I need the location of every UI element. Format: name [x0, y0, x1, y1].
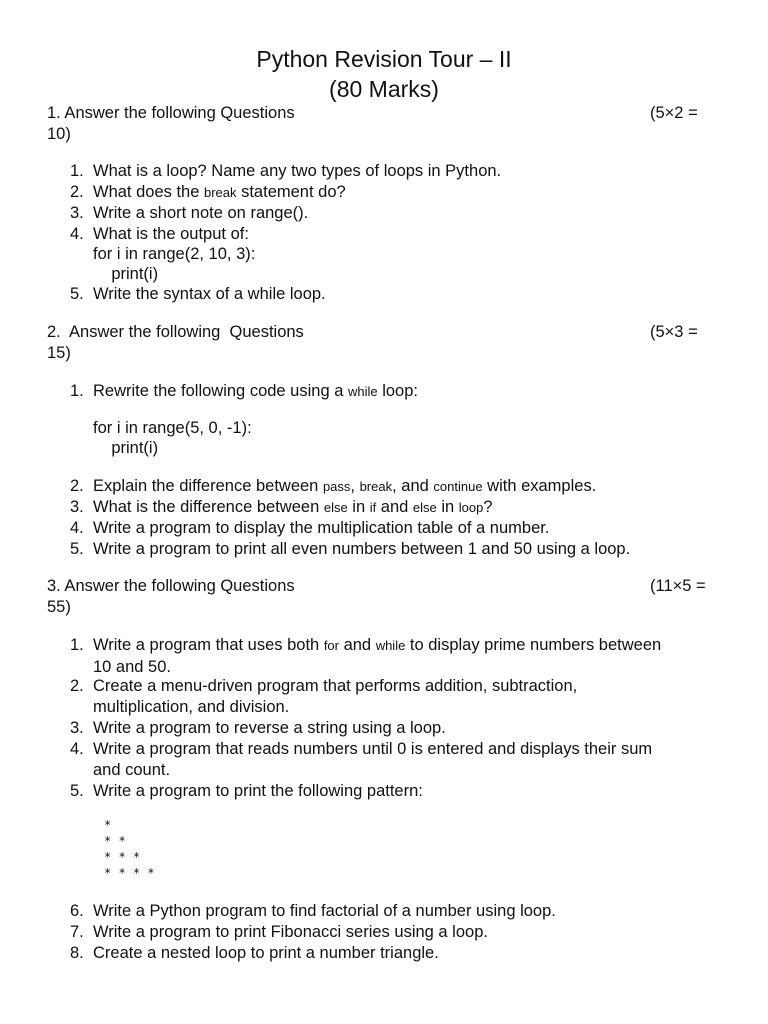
code-keyword: continue [433, 479, 483, 494]
question-text: Write a program that uses both for and while to display prime numbers between 10 and 50. [93, 636, 662, 676]
code-keyword: loop [458, 500, 484, 515]
question-number: 3. [70, 719, 84, 737]
section-heading-label: 3. Answer the following Questions [47, 577, 295, 595]
question-text: What is a loop? Name any two types of loops in Python. [93, 162, 502, 180]
question-text: Write a program to display the multiplication table of a number. [93, 519, 550, 537]
section-heading-label: 2. Answer the following Questions [47, 323, 304, 341]
document-subtitle: (80 Marks) [329, 76, 439, 102]
question-text: Write a program that reads numbers until 0 is entered and displays their sum and count. [93, 740, 653, 779]
question-number: 1. [70, 162, 84, 180]
question-text: Explain the difference between pass, break, and continue with examples. [93, 477, 597, 495]
code-keyword: for [323, 638, 339, 653]
section-marks-cont: 55) [47, 598, 71, 616]
question-text: Write the syntax of a while loop. [93, 285, 326, 303]
document-title: Python Revision Tour – II [256, 46, 512, 72]
question-text: Create a menu-driven program that performs addition, subtraction, multiplication, and division. [93, 677, 578, 716]
section-marks-cont: 15) [47, 344, 71, 362]
question-number: 5. [70, 782, 84, 800]
question-text: Write a Python program to find factorial of a number using loop. [93, 902, 556, 920]
question-number: 5. [70, 540, 84, 558]
question-text: What is the difference between else in if and else in loop? [93, 498, 493, 516]
question-text: Create a nested loop to print a number triangle. [93, 944, 439, 962]
code-keyword: if [369, 500, 377, 515]
section-heading-label: 1. Answer the following Questions [47, 104, 295, 122]
section-marks: (5×2 = [650, 104, 698, 122]
question-text: What is the output of: [93, 225, 249, 243]
question-text: Write a program to print the following pattern: [93, 782, 423, 800]
code-keyword: pass [322, 479, 351, 494]
code-keyword: while [347, 384, 378, 399]
question-number: 4. [70, 740, 84, 758]
pattern-row: * [104, 818, 112, 832]
question-number: 2. [70, 183, 84, 201]
question-text: Write a short note on range(). [93, 204, 309, 222]
section-marks: (11×5 = [650, 577, 706, 595]
question-number: 2. [70, 677, 84, 695]
question-text: Write a program to reverse a string using a loop. [93, 719, 446, 737]
question-number: 5. [70, 285, 84, 303]
question-number: 4. [70, 519, 84, 537]
code-line: for i in range(5, 0, -1): [93, 419, 252, 437]
code-keyword: while [375, 638, 406, 653]
code-line: for i in range(2, 10, 3): [93, 245, 256, 263]
code-line: print(i) [93, 265, 159, 283]
code-keyword: break [203, 185, 237, 200]
question-number: 4. [70, 225, 84, 243]
section-marks: (5×3 = [650, 323, 698, 341]
code-keyword: else [323, 500, 348, 515]
pattern-row: * * [104, 834, 126, 848]
question-number: 1. [70, 382, 84, 400]
question-number: 6. [70, 902, 84, 920]
code-keyword: break [359, 479, 393, 494]
question-text: Write a program to print Fibonacci series using a loop. [93, 923, 488, 941]
code-keyword: else [412, 500, 437, 515]
question-text: Write a program to print all even numbers between 1 and 50 using a loop. [93, 540, 631, 558]
question-number: 1. [70, 636, 84, 654]
section-marks-cont: 10) [47, 125, 71, 143]
question-number: 3. [70, 204, 84, 222]
code-line: print(i) [93, 439, 159, 457]
question-number: 3. [70, 498, 84, 516]
pattern-row: * * * * [104, 866, 155, 880]
pattern-row: * * * [104, 850, 141, 864]
question-number: 2. [70, 477, 84, 495]
question-text: What does the break statement do? [93, 183, 346, 201]
question-number: 7. [70, 923, 84, 941]
question-number: 8. [70, 944, 84, 962]
question-text: Rewrite the following code using a while loop: [93, 382, 418, 400]
